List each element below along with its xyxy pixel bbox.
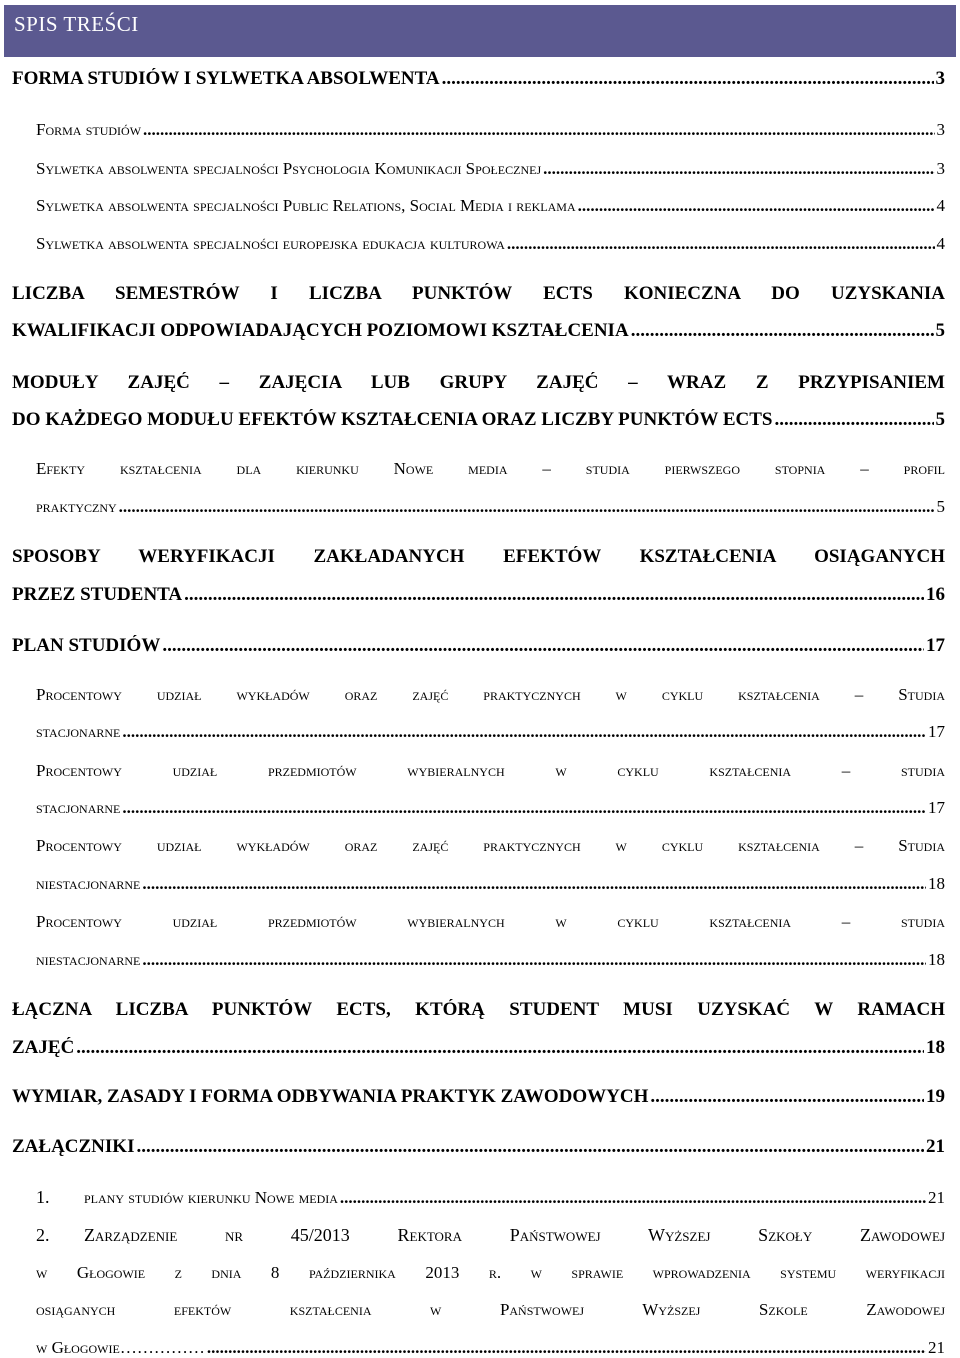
toc-leader-dots [650,1086,924,1108]
toc-entry-forma-studiow-i-sylwetka[interactable] [12,68,945,90]
toc-entry-label: ZAJĘĆ [12,1037,75,1058]
toc-entry-procentowy-wybieralne-niestacjonarne[interactable] [36,950,945,970]
toc-page-number: 21 [926,1136,945,1157]
toc-entry-zalaczniki[interactable] [12,1136,945,1158]
toc-entry-zarzadzenie-line2[interactable]: w Głogowie z dnia 8 października 2013 r. w sprawie wprowadzenia systemu weryfikacji [36,1263,945,1282]
toc-entry-label: Sylwetka absolwenta specjalności europejska edukacja kulturowa [36,234,505,253]
toc-entry-procentowy-wyklady-stacjonarne-line1[interactable]: Procentowy udział wykładów oraz zajęć praktycznych w cyklu kształcenia – Studia [36,685,945,704]
toc-entry-procentowy-wyklady-stacjonarne[interactable] [36,722,945,742]
toc-entry-label: stacjonarne [36,722,121,741]
toc-leader-dots [774,409,933,431]
toc-page-number: 17 [928,722,945,741]
toc-page-number: 5 [935,320,945,341]
toc-entry-label: Sylwetka absolwenta specjalności Public Relations, Social Media i reklama [36,196,576,215]
toc-entry-moduly-zajec-line1[interactable]: MODUŁY ZAJĘĆ – ZAJĘCIA LUB GRUPY ZAJĘĆ – WRAZ Z PRZYPISANIEM [12,372,945,393]
toc-page-number: 4 [936,196,945,215]
toc-entry-label: plany studiów kierunku Nowe media [84,1188,338,1207]
toc-entry-label: ZAŁĄCZNIKI [12,1136,135,1157]
toc-page-number: 5 [935,409,945,430]
toc-page-number: 3 [935,68,945,89]
toc-entry-procentowy-wyklady-niestacjonarne-line1[interactable]: Procentowy udział wykładów oraz zajęć praktycznych w cyklu kształcenia – Studia [36,836,945,855]
toc-entry-zarzadzenie-line1[interactable]: Zarządzenie nr 45/2013 Rektora Państwowej Wyższej Szkoły Zawodowej [84,1225,945,1245]
toc-leader-dots [184,584,924,606]
toc-page-number: 19 [926,1086,945,1107]
toc-entry-label: niestacjonarne [36,874,141,893]
toc-entry-label: Sylwetka absolwenta specjalności Psychologia Komunikacji Społecznej [36,159,542,178]
toc-entry-moduly-zajec[interactable] [12,409,945,431]
toc-entry-plany-studiow[interactable] [36,1187,945,1208]
toc-entry-sposoby-weryfikacji-line1[interactable]: SPOSOBY WERYFIKACJI ZAKŁADANYCH EFEKTÓW KSZTAŁCENIA OSIĄGANYCH [12,546,945,567]
toc-leader-dots [207,1338,926,1358]
toc-leader-dots [136,1136,924,1158]
toc-entry-label: WYMIAR, ZASADY I FORMA ODBYWANIA PRAKTYK ZAWODOWYCH [12,1086,649,1107]
toc-entry-procentowy-wybieralne-stacjonarne[interactable] [36,798,945,818]
toc-entry-sposoby-weryfikacji[interactable] [12,584,945,606]
toc-page-number: 17 [926,635,945,656]
toc-entry-label: stacjonarne [36,798,121,817]
toc-entry-liczba-semestrow[interactable] [12,320,945,342]
toc-leader-dots [143,120,934,140]
toc-page-number: 18 [928,874,945,893]
toc-entry-label: w Głogowie…………… [36,1338,205,1357]
toc-leader-dots [142,950,926,970]
toc-page-number: 4 [936,234,945,253]
toc-page-number: 18 [926,1037,945,1058]
toc-entry-forma-studiow[interactable] [36,120,945,140]
toc-entry-procentowy-wybieralne-niestacjonarne-line1[interactable]: Procentowy udział przedmiotów wybieralnych w cyklu kształcenia – studia [36,912,945,931]
toc-entry-efekty-ksztalcenia[interactable] [36,497,945,517]
toc-leader-dots [122,798,926,818]
toc-page-number: 18 [928,950,945,969]
toc-leader-dots [76,1037,924,1059]
toc-leader-dots [543,159,934,179]
toc-entry-plan-studiow[interactable] [12,635,945,657]
toc-leader-dots [578,196,935,216]
toc-page-number: 3 [936,159,945,178]
toc-entry-label: Forma studiów [36,120,142,139]
toc-title: SPIS TREŚCI [14,12,139,36]
toc-entry-label: FORMA STUDIÓW I SYLWETKA ABSOLWENTA [12,68,440,89]
toc-entry-label: praktyczny [36,497,117,516]
toc-entry-laczna-liczba[interactable] [12,1037,945,1059]
toc-page-number: 5 [936,497,945,516]
toc-leader-dots [442,68,934,90]
toc-leader-dots [631,320,934,342]
toc-entry-procentowy-wyklady-niestacjonarne[interactable] [36,874,945,894]
toc-entry-label: niestacjonarne [36,950,141,969]
toc-entry-zarzadzenie-line3[interactable]: osiąganych efektów kształcenia w Państwowej Wyższej Szkole Zawodowej [36,1300,945,1319]
toc-header-bar [4,5,956,57]
toc-page-number: 3 [936,120,945,139]
toc-entry-wymiar-praktyk[interactable] [12,1086,945,1108]
toc-entry-sylwetka-public-relations[interactable] [36,196,945,216]
toc-entry-sylwetka-europejska[interactable] [36,234,945,254]
toc-entry-label: KWALIFIKACJI ODPOWIADAJĄCYCH POZIOMOWI KSZTAŁCENIA [12,320,629,341]
toc-leader-dots [142,874,926,894]
toc-page-number: 21 [928,1188,945,1207]
toc-entry-number: 2. [36,1225,50,1245]
toc-leader-dots [340,1188,926,1208]
toc-page-number: 21 [928,1338,945,1357]
toc-leader-dots [507,234,935,254]
toc-leader-dots [119,497,935,517]
toc-leader-dots [122,722,926,742]
toc-entry-number: 1. [36,1187,50,1207]
toc-entry-zarzadzenie[interactable] [36,1338,945,1358]
toc-entry-liczba-semestrow-line1[interactable]: LICZBA SEMESTRÓW I LICZBA PUNKTÓW ECTS KONIECZNA DO UZYSKANIA [12,283,945,304]
toc-leader-dots [162,635,924,657]
toc-entry-sylwetka-psychologia[interactable] [36,159,945,179]
toc-entry-label: PRZEZ STUDENTA [12,584,183,605]
toc-entry-label: PLAN STUDIÓW [12,635,161,656]
toc-entry-label: DO KAŻDEGO MODUŁU EFEKTÓW KSZTAŁCENIA ORAZ LICZBY PUNKTÓW ECTS [12,409,773,430]
toc-page-number: 16 [926,584,945,605]
toc-page-number: 17 [928,798,945,817]
toc-entry-laczna-liczba-line1[interactable]: ŁĄCZNA LICZBA PUNKTÓW ECTS, KTÓRĄ STUDENT MUSI UZYSKAĆ W RAMACH [12,999,945,1020]
toc-entry-efekty-ksztalcenia-line1[interactable]: Efekty kształcenia dla kierunku Nowe media – studia pierwszego stopnia – profil [36,459,945,478]
toc-entry-procentowy-wybieralne-stacjonarne-line1[interactable]: Procentowy udział przedmiotów wybieralnych w cyklu kształcenia – studia [36,761,945,780]
